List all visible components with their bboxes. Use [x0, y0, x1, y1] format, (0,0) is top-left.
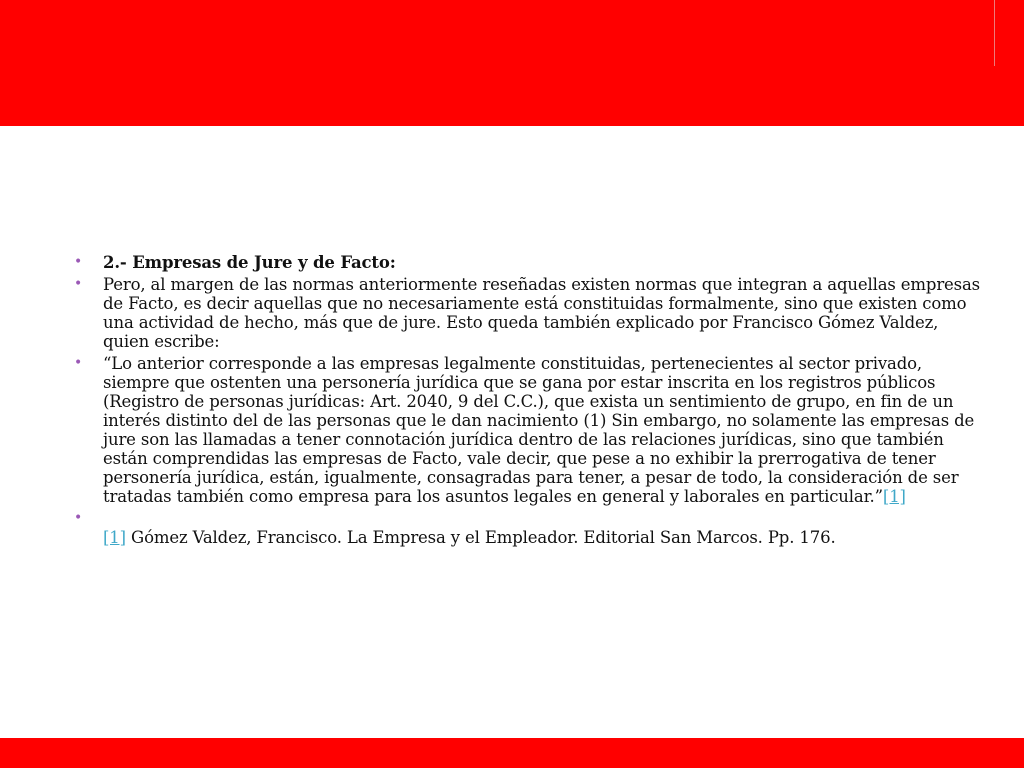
footnote-back-link[interactable]: [1]	[103, 528, 126, 547]
bullet-quote	[72, 354, 982, 506]
footnote-line	[103, 528, 982, 547]
intro-paragraph: Pero, al margen de las normas anteriormente reseñadas existen normas que integran a aquellas empresas de Facto, es decir aquellas que no necesariamente está constituidas formalmente, sino que existen como una actividad de hecho, más que de jure. Esto queda también explicado por Francisco Gómez Valdez, quien escribe:	[103, 275, 980, 351]
bullet-dot-icon: •	[74, 276, 83, 292]
bullet-paragraph	[72, 275, 982, 351]
bullet-heading	[72, 253, 982, 272]
empty-line	[103, 509, 982, 528]
top-red-band	[0, 0, 1024, 126]
section-heading: 2.- Empresas de Jure y de Facto:	[103, 253, 396, 272]
top-band-divider	[994, 0, 995, 66]
footnote-ref-link[interactable]: [1]	[882, 487, 906, 506]
bullet-dot-icon: •	[74, 355, 83, 371]
bullet-dot-icon: •	[74, 510, 83, 526]
bullet-dot-icon: •	[74, 254, 83, 270]
quote-text: “Lo anterior corresponde a las empresas legalmente constituidas, pertenecientes al sector privado, siempre que ostenten una personería jurídica que se gana por estar inscrita en los registros públicos (Registro de personas jurídicas: Art. 2040, 9 del C.C.), que exista un sentimiento de grupo, en fin de un interés distinto del de las personas que le dan nacimiento (1) Sin embargo, no solamente las empresas de jure son las llamadas a tener connotación jurídica dentro de las relaciones jurídicas, sino que también están comprendidas las empresas de Facto, vale decir, que pese a no exhibir la prerrogativa de tener personería jurídica, están, igualmente, consagradas para tener, a pesar de todo, la consideración de ser tratadas también como empresa para los asuntos legales en general y laborales en particular.”	[103, 354, 975, 506]
slide-content	[72, 253, 982, 547]
bottom-red-band	[0, 738, 1024, 768]
footnote-text: Gómez Valdez, Francisco. La Empresa y el Empleador. Editorial San Marcos. Pp. 176.	[125, 528, 836, 547]
bullet-list	[72, 253, 982, 547]
bullet-footnote	[72, 509, 982, 547]
